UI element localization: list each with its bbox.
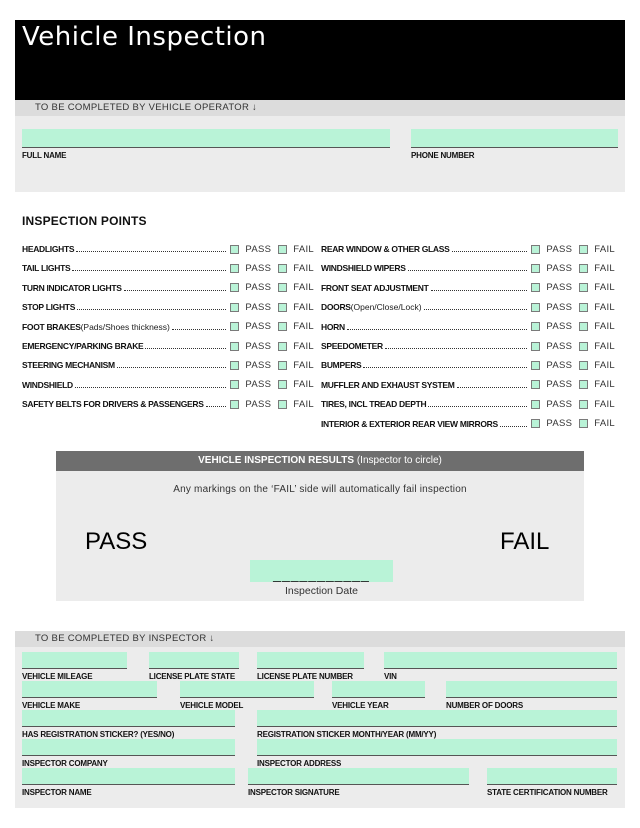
dot-leader [76,251,226,252]
inspection-item-label: TAIL LIGHTS [22,263,71,274]
license-plate-number-label: LICENSE PLATE NUMBER [257,672,353,681]
inspection-row [321,339,615,353]
inspection-row [321,300,615,314]
dot-leader [428,406,527,407]
pass-checkbox[interactable] [531,264,540,273]
inspection-item-label: STOP LIGHTS [22,302,76,313]
fail-label: FAIL [594,379,615,391]
vehicle-year-label: VEHICLE YEAR [332,701,389,710]
pass-label: PASS [546,321,573,333]
dot-leader [172,329,227,330]
pass-label: PASS [546,243,573,255]
fail-checkbox[interactable] [579,400,588,409]
vehicle-mileage-field[interactable] [22,652,127,669]
inspection-item-label: TURN INDICATOR LIGHTS [22,282,122,293]
inspector-company-field[interactable] [22,739,235,756]
pass-checkbox[interactable] [531,400,540,409]
pass-label: PASS [546,359,573,371]
state-certification-label: STATE CERTIFICATION NUMBER [487,788,608,797]
fail-checkbox[interactable] [579,361,588,370]
inspection-row [22,378,314,392]
inspector-signature-label: INSPECTOR SIGNATURE [248,788,340,797]
sticker-date-field[interactable] [257,710,617,727]
dot-leader [385,348,528,349]
inspector-name-label: INSPECTOR NAME [22,788,92,797]
inspection-item-label: WINDSHIELD WIPERS [321,263,406,274]
dot-leader [457,387,528,388]
inspection-row [22,242,314,256]
fail-checkbox[interactable] [278,322,287,331]
results-header-title: VEHICLE INSPECTION RESULTS [198,455,355,466]
inspection-row [321,358,615,372]
inspection-item-label: MUFFLER AND EXHAUST SYSTEM [321,379,455,390]
vehicle-model-field[interactable] [180,681,314,698]
inspection-item-label: INTERIOR & EXTERIOR REAR VIEW MIRRORS [321,418,498,429]
pass-label: PASS [245,262,272,274]
pass-label: PASS [546,340,573,352]
inspection-item-label: FOOT BRAKES [22,321,81,332]
fail-label: FAIL [594,262,615,274]
pass-label: PASS [546,398,573,410]
fail-checkbox[interactable] [278,342,287,351]
fail-label: FAIL [293,321,314,333]
inspection-item-note: (Open/Close/Lock) [350,302,422,313]
pass-checkbox[interactable] [531,380,540,389]
fail-label: FAIL [594,418,615,430]
pass-label: PASS [245,243,272,255]
dot-leader [72,270,226,271]
pass-checkbox[interactable] [531,419,540,428]
fail-label: FAIL [293,243,314,255]
pass-label: PASS [245,340,272,352]
inspection-row [22,397,314,411]
fail-checkbox[interactable] [278,245,287,254]
license-plate-state-label: LICENSE PLATE STATE [149,672,235,681]
pass-label: PASS [245,321,272,333]
full-name-label: FULL NAME [22,151,67,160]
fail-label: FAIL [293,359,314,371]
pass-checkbox[interactable] [531,283,540,292]
fail-label: FAIL [594,359,615,371]
state-certification-field[interactable] [487,768,617,785]
vin-label: VIN [384,672,397,681]
dot-leader [77,309,226,310]
fail-label: FAIL [594,243,615,255]
fail-checkbox[interactable] [278,380,287,389]
pass-label: PASS [546,301,573,313]
fail-checkbox[interactable] [278,400,287,409]
dot-leader [424,309,528,310]
vehicle-make-field[interactable] [22,681,157,698]
inspection-row [321,397,615,411]
number-of-doors-field[interactable] [446,681,617,698]
dot-leader [145,348,226,349]
inspection-item-label: BUMPERS [321,360,362,371]
inspection-row [321,320,615,334]
pass-label: PASS [546,282,573,294]
pass-checkbox[interactable] [230,283,239,292]
fail-checkbox[interactable] [278,283,287,292]
fail-label: FAIL [594,398,615,410]
result-fail[interactable]: FAIL [500,528,550,555]
vehicle-model-label: VEHICLE MODEL [180,701,244,710]
number-of-doors-label: NUMBER OF DOORS [446,701,524,710]
inspection-item-label: REAR WINDOW & OTHER GLASS [321,244,450,254]
pass-checkbox[interactable] [531,342,540,351]
dot-leader [347,329,528,330]
inspection-item-label: SAFETY BELTS FOR DRIVERS & PASSENGERS [22,399,204,410]
registration-sticker-label: HAS REGISTRATION STICKER? (YES/NO) [22,730,175,739]
operator-section-label: TO BE COMPLETED BY VEHICLE OPERATOR ↓ [15,100,625,116]
inspector-section-label: TO BE COMPLETED BY INSPECTOR ↓ [15,631,625,647]
license-plate-state-field[interactable] [149,652,239,669]
inspection-item-label: FRONT SEAT ADJUSTMENT [321,282,429,293]
inspection-item-label: HEADLIGHTS [22,244,75,254]
fail-label: FAIL [293,301,314,313]
fail-checkbox[interactable] [579,303,588,312]
pass-checkbox[interactable] [531,245,540,254]
results-header [56,451,584,471]
fail-label: FAIL [594,321,615,333]
full-name-field[interactable] [22,129,390,148]
fail-checkbox[interactable] [579,283,588,292]
inspection-row [321,378,615,392]
fail-checkbox[interactable] [579,245,588,254]
inspector-signature-field[interactable] [248,768,469,785]
pass-label: PASS [245,359,272,371]
inspector-address-label: INSPECTOR ADDRESS [257,759,342,768]
fail-label: FAIL [293,379,314,391]
vehicle-year-field[interactable] [332,681,425,698]
fail-label: FAIL [293,262,314,274]
fail-label: FAIL [293,398,314,410]
fail-checkbox[interactable] [579,342,588,351]
fail-checkbox[interactable] [278,303,287,312]
pass-label: PASS [546,418,573,430]
license-plate-number-field[interactable] [257,652,364,669]
pass-checkbox[interactable] [230,380,239,389]
pass-label: PASS [245,398,272,410]
fail-label: FAIL [594,301,615,313]
result-pass[interactable]: PASS [85,528,148,555]
dot-leader [452,251,528,252]
inspection-item-label: TIRES, INCL TREAD DEPTH [321,399,427,410]
inspection-row [22,320,314,334]
dot-leader [500,426,528,427]
pass-checkbox[interactable] [230,303,239,312]
inspection-item-label: EMERGENCY/PARKING BRAKE [22,341,144,351]
inspection-item-note: (Pads/Shoes thickness) [80,321,170,332]
inspection-row [22,358,314,372]
phone-number-field[interactable] [411,129,618,148]
inspection-points-title: INSPECTION POINTS [22,214,147,228]
fail-label: FAIL [594,282,615,294]
pass-checkbox[interactable] [230,361,239,370]
inspection-date-label: Inspection Date [285,585,358,597]
results-header-note: (Inspector to circle) [354,455,442,466]
fail-checkbox[interactable] [579,380,588,389]
inspection-date-line: ___________ [273,566,370,582]
vin-field[interactable] [384,652,617,669]
pass-checkbox[interactable] [230,264,239,273]
sticker-date-label: REGISTRATION STICKER MONTH/YEAR (MM/YY) [257,730,437,739]
inspection-row [22,339,314,353]
fail-checkbox[interactable] [579,322,588,331]
page-title: Vehicle Inspection [22,22,267,52]
registration-sticker-field[interactable] [22,710,235,727]
inspection-row [321,281,615,295]
dot-leader [75,387,227,388]
inspection-row [22,261,314,275]
pass-checkbox[interactable] [531,361,540,370]
dot-leader [117,367,227,368]
dot-leader [408,270,528,271]
fail-label: FAIL [293,282,314,294]
pass-label: PASS [245,301,272,313]
inspection-row [22,281,314,295]
inspection-item-label: WINDSHIELD [22,379,73,390]
pass-checkbox[interactable] [230,342,239,351]
pass-checkbox[interactable] [531,303,540,312]
inspector-name-field[interactable] [22,768,235,785]
dot-leader [124,290,227,291]
fail-label: FAIL [594,340,615,352]
pass-label: PASS [546,262,573,274]
pass-checkbox[interactable] [531,322,540,331]
fail-checkbox[interactable] [579,264,588,273]
pass-label: PASS [245,379,272,391]
inspection-item-label: SPEEDOMETER [321,341,383,351]
inspection-row [321,261,615,275]
pass-checkbox[interactable] [230,400,239,409]
inspection-row [321,242,615,256]
fail-checkbox[interactable] [579,419,588,428]
vehicle-make-label: VEHICLE MAKE [22,701,81,710]
pass-checkbox[interactable] [230,245,239,254]
inspector-address-field[interactable] [257,739,617,756]
vehicle-mileage-label: VEHICLE MILEAGE [22,672,93,681]
results-note: Any markings on the ‘FAIL’ side will automatically fail inspection [173,484,467,495]
inspection-row [22,300,314,314]
pass-label: PASS [245,282,272,294]
fail-checkbox[interactable] [278,361,287,370]
fail-checkbox[interactable] [278,264,287,273]
pass-checkbox[interactable] [230,322,239,331]
inspection-row [321,417,615,431]
dot-leader [431,290,528,291]
phone-number-label: PHONE NUMBER [411,151,475,160]
inspection-item-label: STEERING MECHANISM [22,360,115,371]
inspection-item-label: DOORS [321,302,351,313]
fail-label: FAIL [293,340,314,352]
pass-label: PASS [546,379,573,391]
dot-leader [206,406,227,407]
dot-leader [363,367,527,368]
inspection-item-label: HORN [321,321,345,332]
inspector-company-label: INSPECTOR COMPANY [22,759,108,768]
